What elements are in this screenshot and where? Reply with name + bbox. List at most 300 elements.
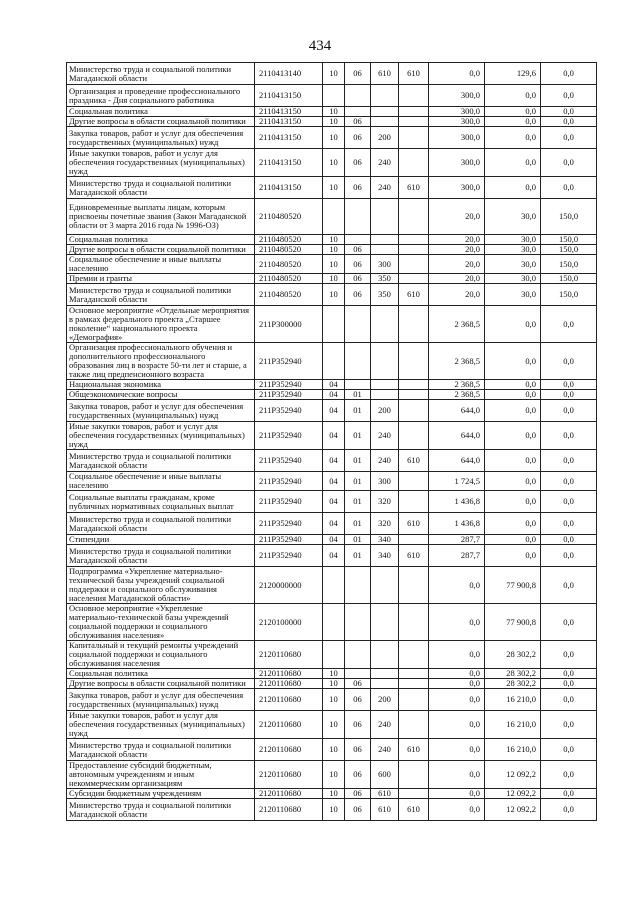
table-row <box>67 235 597 245</box>
row-amount-2: 28 302,2 <box>485 679 541 689</box>
row-amount-2: 129,6 <box>485 63 541 85</box>
table-row <box>67 567 597 604</box>
row-code: 211P352940 <box>255 545 323 567</box>
row-subsection: 06 <box>345 274 371 284</box>
row-section: 10 <box>323 761 345 789</box>
row-section <box>323 641 345 669</box>
row-code: 2120110680 <box>255 679 323 689</box>
row-section: 10 <box>323 739 345 761</box>
row-amount-2: 0,0 <box>485 306 541 343</box>
row-name: Организация профессионального обучения и дополнительного профессионального образования лиц в возрасте 50-ти лет и старше, а также лиц предпенсионного возраста <box>67 343 255 380</box>
row-section: 04 <box>323 535 345 545</box>
row-ministry-code <box>399 689 429 711</box>
row-amount-3: 0,0 <box>541 400 597 422</box>
row-name: Другие вопросы в области социальной политики <box>67 117 255 127</box>
row-subsection: 06 <box>345 711 371 739</box>
row-amount-1: 1 436,8 <box>429 491 485 513</box>
row-amount-2: 0,0 <box>485 400 541 422</box>
row-name: Премии и гранты <box>67 274 255 284</box>
row-amount-1: 287,7 <box>429 535 485 545</box>
table-row <box>67 711 597 739</box>
row-name: Социальная политика <box>67 107 255 117</box>
row-code: 2110480520 <box>255 235 323 245</box>
row-amount-2: 0,0 <box>485 450 541 472</box>
row-amount-2: 0,0 <box>485 390 541 400</box>
row-amount-2: 0,0 <box>485 127 541 149</box>
row-expense-type <box>371 85 399 107</box>
row-ministry-code <box>399 567 429 604</box>
row-name: Другие вопросы в области социальной политики <box>67 679 255 689</box>
row-subsection <box>345 306 371 343</box>
row-subsection <box>345 641 371 669</box>
row-amount-1: 0,0 <box>429 799 485 821</box>
row-name: Министерство труда и социальной политики Магаданской области <box>67 284 255 306</box>
row-ministry-code <box>399 789 429 799</box>
row-expense-type <box>371 343 399 380</box>
row-section: 10 <box>323 235 345 245</box>
row-expense-type: 240 <box>371 450 399 472</box>
table-row <box>67 789 597 799</box>
row-expense-type <box>371 567 399 604</box>
row-section: 10 <box>323 149 345 177</box>
row-ministry-code <box>399 535 429 545</box>
row-name: Закупка товаров, работ и услуг для обеспечения государственных (муниципальных) нужд <box>67 127 255 149</box>
row-subsection: 06 <box>345 255 371 274</box>
row-subsection: 06 <box>345 149 371 177</box>
row-name: Министерство труда и социальной политики Магаданской области <box>67 545 255 567</box>
table-body <box>67 63 597 821</box>
row-subsection <box>345 380 371 390</box>
row-code: 211P300000 <box>255 306 323 343</box>
table-row <box>67 641 597 669</box>
row-code: 2120110680 <box>255 799 323 821</box>
row-amount-2: 0,0 <box>485 177 541 199</box>
row-section <box>323 567 345 604</box>
row-amount-3: 0,0 <box>541 567 597 604</box>
row-expense-type <box>371 107 399 117</box>
row-amount-2: 0,0 <box>485 513 541 535</box>
row-ministry-code <box>399 255 429 274</box>
row-name: Социальная политика <box>67 669 255 679</box>
table-row <box>67 380 597 390</box>
row-amount-3: 0,0 <box>541 472 597 491</box>
row-amount-1: 20,0 <box>429 245 485 255</box>
row-amount-2: 0,0 <box>485 380 541 390</box>
row-name: Социальное обеспечение и иные выплаты населению <box>67 472 255 491</box>
row-section: 10 <box>323 117 345 127</box>
row-code: 2110413150 <box>255 85 323 107</box>
row-amount-2: 16 210,0 <box>485 711 541 739</box>
row-name: Национальная экономика <box>67 380 255 390</box>
row-amount-2: 0,0 <box>485 472 541 491</box>
row-expense-type <box>371 380 399 390</box>
row-code: 211P352940 <box>255 535 323 545</box>
row-section: 04 <box>323 513 345 535</box>
row-code: 2110480520 <box>255 255 323 274</box>
row-amount-1: 0,0 <box>429 641 485 669</box>
row-code: 211P352940 <box>255 472 323 491</box>
row-amount-3: 0,0 <box>541 107 597 117</box>
row-ministry-code: 610 <box>399 284 429 306</box>
row-amount-1: 2 368,5 <box>429 343 485 380</box>
row-section: 10 <box>323 284 345 306</box>
row-ministry-code <box>399 604 429 641</box>
row-subsection <box>345 85 371 107</box>
row-section: 04 <box>323 545 345 567</box>
row-code: 2110480520 <box>255 199 323 235</box>
row-ministry-code <box>399 711 429 739</box>
row-amount-2: 0,0 <box>485 107 541 117</box>
row-section <box>323 306 345 343</box>
row-expense-type: 200 <box>371 127 399 149</box>
row-ministry-code: 610 <box>399 513 429 535</box>
row-amount-1: 2 368,5 <box>429 390 485 400</box>
row-ministry-code <box>399 422 429 450</box>
row-expense-type <box>371 669 399 679</box>
table-row <box>67 400 597 422</box>
row-name: Субсидии бюджетным учреждениям <box>67 789 255 799</box>
row-section: 04 <box>323 491 345 513</box>
row-amount-2: 30,0 <box>485 199 541 235</box>
row-subsection: 06 <box>345 127 371 149</box>
row-section <box>323 85 345 107</box>
row-subsection <box>345 199 371 235</box>
row-section: 10 <box>323 799 345 821</box>
row-expense-type <box>371 245 399 255</box>
row-amount-3: 0,0 <box>541 390 597 400</box>
row-amount-3: 0,0 <box>541 306 597 343</box>
table-row <box>67 63 597 85</box>
row-expense-type <box>371 117 399 127</box>
table-row <box>67 669 597 679</box>
row-amount-2: 77 900,8 <box>485 604 541 641</box>
row-amount-2: 30,0 <box>485 235 541 245</box>
row-code: 2120110680 <box>255 789 323 799</box>
table-row <box>67 107 597 117</box>
row-code: 2120110680 <box>255 739 323 761</box>
row-amount-2: 12 092,2 <box>485 789 541 799</box>
row-amount-3: 0,0 <box>541 641 597 669</box>
row-name: Министерство труда и социальной политики Магаданской области <box>67 63 255 85</box>
row-amount-3: 0,0 <box>541 739 597 761</box>
row-expense-type: 240 <box>371 739 399 761</box>
row-amount-1: 20,0 <box>429 199 485 235</box>
row-amount-1: 300,0 <box>429 85 485 107</box>
row-code: 2110413150 <box>255 177 323 199</box>
row-ministry-code <box>399 380 429 390</box>
row-subsection: 06 <box>345 789 371 799</box>
row-expense-type: 320 <box>371 491 399 513</box>
table-row <box>67 149 597 177</box>
row-ministry-code <box>399 274 429 284</box>
row-amount-1: 20,0 <box>429 235 485 245</box>
row-name: Основное мероприятие «Отдельные мероприятия в рамках федерального проекта „Старшее поколение“ национального проекта «Демография» <box>67 306 255 343</box>
row-amount-2: 0,0 <box>485 491 541 513</box>
row-name: Капитальный и текущий ремонты учреждений социальной поддержки и социального обслуживания населения <box>67 641 255 669</box>
row-expense-type: 240 <box>371 711 399 739</box>
row-subsection: 01 <box>345 400 371 422</box>
row-expense-type: 320 <box>371 513 399 535</box>
row-expense-type <box>371 390 399 400</box>
row-ministry-code: 610 <box>399 799 429 821</box>
row-amount-3: 0,0 <box>541 711 597 739</box>
row-ministry-code <box>399 679 429 689</box>
row-section <box>323 604 345 641</box>
row-amount-1: 0,0 <box>429 739 485 761</box>
row-section <box>323 343 345 380</box>
row-ministry-code: 610 <box>399 739 429 761</box>
row-subsection: 06 <box>345 761 371 789</box>
row-expense-type: 600 <box>371 761 399 789</box>
row-amount-1: 0,0 <box>429 761 485 789</box>
table-row <box>67 604 597 641</box>
row-amount-1: 300,0 <box>429 127 485 149</box>
row-amount-2: 16 210,0 <box>485 739 541 761</box>
row-amount-1: 2 368,5 <box>429 306 485 343</box>
row-subsection: 06 <box>345 177 371 199</box>
row-section: 10 <box>323 255 345 274</box>
row-subsection <box>345 669 371 679</box>
row-amount-1: 300,0 <box>429 107 485 117</box>
table-row <box>67 739 597 761</box>
row-subsection <box>345 567 371 604</box>
row-section <box>323 199 345 235</box>
row-amount-3: 150,0 <box>541 245 597 255</box>
table-row <box>67 343 597 380</box>
row-code: 2110413150 <box>255 149 323 177</box>
row-amount-1: 20,0 <box>429 255 485 274</box>
row-expense-type <box>371 679 399 689</box>
row-amount-3: 0,0 <box>541 761 597 789</box>
row-expense-type: 240 <box>371 422 399 450</box>
row-expense-type: 300 <box>371 255 399 274</box>
row-amount-2: 30,0 <box>485 284 541 306</box>
row-section: 10 <box>323 679 345 689</box>
table-row <box>67 472 597 491</box>
row-amount-2: 0,0 <box>485 149 541 177</box>
row-code: 2110413150 <box>255 127 323 149</box>
row-ministry-code <box>399 245 429 255</box>
row-amount-1: 0,0 <box>429 567 485 604</box>
row-name: Социальное обеспечение и иные выплаты населению <box>67 255 255 274</box>
row-expense-type: 240 <box>371 177 399 199</box>
table-row <box>67 689 597 711</box>
row-subsection: 01 <box>345 472 371 491</box>
row-subsection <box>345 107 371 117</box>
row-code: 2120110680 <box>255 689 323 711</box>
row-amount-3: 0,0 <box>541 149 597 177</box>
row-amount-1: 644,0 <box>429 400 485 422</box>
row-code: 2110413150 <box>255 107 323 117</box>
row-amount-2: 0,0 <box>485 545 541 567</box>
row-amount-3: 150,0 <box>541 235 597 245</box>
row-amount-2: 0,0 <box>485 422 541 450</box>
row-code: 211P352940 <box>255 491 323 513</box>
row-code: 211P352940 <box>255 343 323 380</box>
row-name: Социальная политика <box>67 235 255 245</box>
row-expense-type <box>371 199 399 235</box>
row-expense-type <box>371 306 399 343</box>
row-amount-2: 28 302,2 <box>485 669 541 679</box>
page-number: 434 <box>308 38 332 54</box>
row-amount-1: 0,0 <box>429 679 485 689</box>
row-amount-1: 0,0 <box>429 669 485 679</box>
row-ministry-code: 610 <box>399 450 429 472</box>
row-amount-3: 0,0 <box>541 535 597 545</box>
row-code: 211P352940 <box>255 422 323 450</box>
row-ministry-code: 610 <box>399 545 429 567</box>
table-row <box>67 85 597 107</box>
row-amount-2: 16 210,0 <box>485 689 541 711</box>
row-name: Министерство труда и социальной политики Магаданской области <box>67 513 255 535</box>
row-section: 10 <box>323 245 345 255</box>
row-amount-1: 20,0 <box>429 284 485 306</box>
row-ministry-code <box>399 641 429 669</box>
table-row <box>67 513 597 535</box>
row-code: 211P352940 <box>255 380 323 390</box>
row-amount-1: 1 724,5 <box>429 472 485 491</box>
table-row <box>67 422 597 450</box>
row-amount-1: 0,0 <box>429 689 485 711</box>
row-subsection: 06 <box>345 117 371 127</box>
row-section: 04 <box>323 422 345 450</box>
row-expense-type: 200 <box>371 689 399 711</box>
row-amount-2: 30,0 <box>485 255 541 274</box>
row-amount-3: 0,0 <box>541 491 597 513</box>
row-ministry-code <box>399 199 429 235</box>
row-subsection: 01 <box>345 450 371 472</box>
row-subsection <box>345 235 371 245</box>
row-ministry-code: 610 <box>399 63 429 85</box>
row-amount-2: 0,0 <box>485 535 541 545</box>
row-amount-3: 0,0 <box>541 127 597 149</box>
row-amount-3: 0,0 <box>541 422 597 450</box>
table-row <box>67 679 597 689</box>
row-ministry-code <box>399 390 429 400</box>
row-ministry-code <box>399 472 429 491</box>
row-amount-2: 28 302,2 <box>485 641 541 669</box>
row-code: 2120110680 <box>255 641 323 669</box>
row-ministry-code <box>399 85 429 107</box>
row-name: Иные закупки товаров, работ и услуг для обеспечения государственных (муниципальных) нужд <box>67 711 255 739</box>
row-name: Предоставление субсидий бюджетным, автономным учреждениям и иным некоммерческим организациям <box>67 761 255 789</box>
row-section: 04 <box>323 450 345 472</box>
table-row <box>67 450 597 472</box>
row-code: 2120000000 <box>255 567 323 604</box>
row-amount-2: 77 900,8 <box>485 567 541 604</box>
row-amount-3: 0,0 <box>541 85 597 107</box>
table-row <box>67 199 597 235</box>
row-amount-2: 30,0 <box>485 274 541 284</box>
row-subsection: 01 <box>345 491 371 513</box>
table-row <box>67 177 597 199</box>
row-section: 10 <box>323 711 345 739</box>
row-amount-1: 0,0 <box>429 604 485 641</box>
row-code: 2110480520 <box>255 284 323 306</box>
row-amount-1: 0,0 <box>429 789 485 799</box>
row-subsection: 01 <box>345 422 371 450</box>
row-expense-type: 200 <box>371 400 399 422</box>
row-code: 2120110680 <box>255 761 323 789</box>
row-name: Подпрограмма «Укрепление материально-технической базы учреждений социальной поддержки и социального обслуживания населения Магаданской области» <box>67 567 255 604</box>
row-name: Закупка товаров, работ и услуг для обеспечения государственных (муниципальных) нужд <box>67 689 255 711</box>
row-subsection <box>345 604 371 641</box>
row-section: 10 <box>323 789 345 799</box>
row-amount-3: 0,0 <box>541 604 597 641</box>
row-section: 04 <box>323 472 345 491</box>
row-expense-type <box>371 235 399 245</box>
row-name: Закупка товаров, работ и услуг для обеспечения государственных (муниципальных) нужд <box>67 400 255 422</box>
row-amount-3: 0,0 <box>541 343 597 380</box>
row-ministry-code <box>399 127 429 149</box>
row-amount-2: 0,0 <box>485 343 541 380</box>
row-section: 04 <box>323 400 345 422</box>
row-name: Иные закупки товаров, работ и услуг для обеспечения государственных (муниципальных) нужд <box>67 149 255 177</box>
row-subsection: 06 <box>345 245 371 255</box>
row-amount-2: 0,0 <box>485 85 541 107</box>
row-amount-3: 0,0 <box>541 789 597 799</box>
row-amount-2: 30,0 <box>485 245 541 255</box>
row-expense-type: 340 <box>371 535 399 545</box>
row-code: 2120110680 <box>255 669 323 679</box>
row-section: 04 <box>323 380 345 390</box>
row-amount-2: 12 092,2 <box>485 799 541 821</box>
row-amount-1: 300,0 <box>429 149 485 177</box>
row-subsection: 01 <box>345 513 371 535</box>
row-amount-3: 150,0 <box>541 284 597 306</box>
row-expense-type: 240 <box>371 149 399 177</box>
row-ministry-code <box>399 117 429 127</box>
row-amount-1: 300,0 <box>429 117 485 127</box>
row-name: Другие вопросы в области социальной политики <box>67 245 255 255</box>
row-amount-3: 0,0 <box>541 450 597 472</box>
row-name: Организация и проведение профессионального праздника - Дня социального работника <box>67 85 255 107</box>
table-row <box>67 117 597 127</box>
row-expense-type <box>371 641 399 669</box>
table-row <box>67 545 597 567</box>
row-ministry-code: 610 <box>399 177 429 199</box>
row-code: 211P352940 <box>255 400 323 422</box>
row-expense-type: 300 <box>371 472 399 491</box>
row-amount-1: 0,0 <box>429 711 485 739</box>
row-name: Министерство труда и социальной политики Магаданской области <box>67 177 255 199</box>
table-row <box>67 491 597 513</box>
row-amount-1: 20,0 <box>429 274 485 284</box>
table-row <box>67 799 597 821</box>
table-row <box>67 761 597 789</box>
row-code: 211P352940 <box>255 513 323 535</box>
row-section: 10 <box>323 63 345 85</box>
table-row <box>67 245 597 255</box>
row-subsection: 06 <box>345 284 371 306</box>
row-section: 10 <box>323 274 345 284</box>
row-code: 2110413140 <box>255 63 323 85</box>
row-ministry-code <box>399 235 429 245</box>
table-row <box>67 306 597 343</box>
row-ministry-code <box>399 491 429 513</box>
row-section: 04 <box>323 390 345 400</box>
row-amount-3: 0,0 <box>541 689 597 711</box>
row-amount-3: 0,0 <box>541 177 597 199</box>
row-section: 10 <box>323 669 345 679</box>
row-code: 2120100000 <box>255 604 323 641</box>
table-row <box>67 127 597 149</box>
row-code: 2110480520 <box>255 245 323 255</box>
row-code: 2110480520 <box>255 274 323 284</box>
row-amount-1: 300,0 <box>429 177 485 199</box>
row-subsection: 06 <box>345 799 371 821</box>
row-section: 10 <box>323 127 345 149</box>
